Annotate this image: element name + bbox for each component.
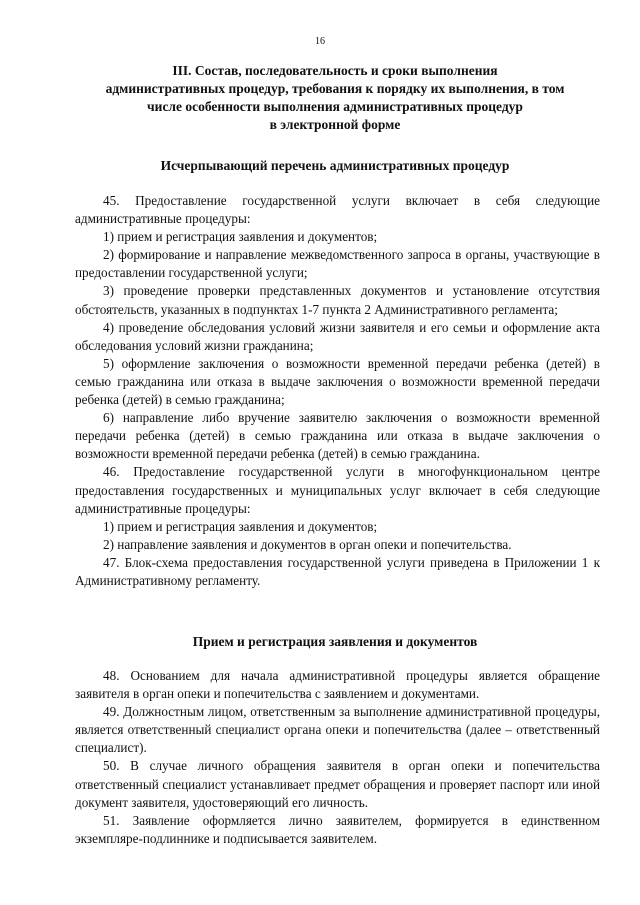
paragraph: 3) проведение проверки представленных документов и установление отсутствия обстоятельств, указанных в подпунктах 1-7 пункта 2 Административного регламента; — [75, 283, 600, 317]
subheading-procedures-list: Исчерпывающий перечень административных процедур — [160, 158, 510, 173]
paragraph: 46. Предоставление государственной услуги в многофункциональном центре предоставления государственных и муниципальных услуг включает в себя следующие административные процедуры: — [75, 464, 600, 516]
paragraph: 47. Блок-схема предоставления государственной услуги приведена в Приложении 1 к Административному регламенту. — [75, 554, 600, 588]
paragraph: 48. Основанием для начала административной процедуры является обращение заявителя в орган опеки и попечительства с заявлением и документами. — [75, 668, 600, 702]
paragraph: 1) прием и регистрация заявления и документов; — [103, 229, 378, 245]
body-block-2 — [75, 667, 600, 848]
section-title-line: в электронной форме — [269, 117, 401, 132]
paragraph: 1) прием и регистрация заявления и документов; — [103, 518, 378, 534]
subheading-reception: Прием и регистрация заявления и документов — [192, 634, 478, 649]
paragraph: 4) проведение обследования условий жизни заявителя и его семьи и оформление акта обследования условий жизни гражданина; — [75, 319, 600, 353]
paragraph: 49. Должностным лицом, ответственным за выполнение административной процедуры, является ответственный специалист органа опеки и попечительства (далее – ответственный специалист). — [75, 704, 600, 756]
section-title-line: III. Состав, последовательность и сроки выполнения — [172, 63, 498, 78]
paragraph: 2) направление заявления и документов в орган опеки и попечительства. — [103, 536, 512, 552]
body-block-1 — [75, 192, 600, 590]
paragraph: 45. Предоставление государственной услуги включает в себя следующие административные процедуры: — [75, 193, 600, 227]
section-title-line: административных процедур, требования к порядку их выполнения, в том — [105, 81, 565, 96]
paragraph: 6) направление либо вручение заявителю заключения о возможности временной передачи ребенка (детей) в семью гражданина или отказа в выдаче заключения о возможности временной передачи ребенка (детей) в семью гражданина. — [75, 410, 600, 462]
paragraph: 50. В случае личного обращения заявителя в орган опеки и попечительства ответственный специалист устанавливает предмет обращения и проверяет паспорт или иной документ заявителя, удостоверяющий его личность. — [75, 758, 600, 810]
section-title — [70, 62, 600, 134]
section-title-line: числе особенности выполнения административных процедур — [147, 99, 523, 114]
paragraph: 2) формирование и направление межведомственного запроса в органы, участвующие в предоставлении государственной услуги; — [75, 247, 600, 281]
paragraph: 51. Заявление оформляется лично заявителем, формируется в единственном экземпляре-подлиннике и подписывается заявителем. — [75, 812, 600, 846]
page-number: 16 — [315, 36, 325, 47]
paragraph: 5) оформление заключения о возможности временной передачи ребенка (детей) в семью гражданина или отказа в выдаче заключения о возможности временной передачи ребенка (детей) в семью гражданина; — [75, 355, 600, 408]
